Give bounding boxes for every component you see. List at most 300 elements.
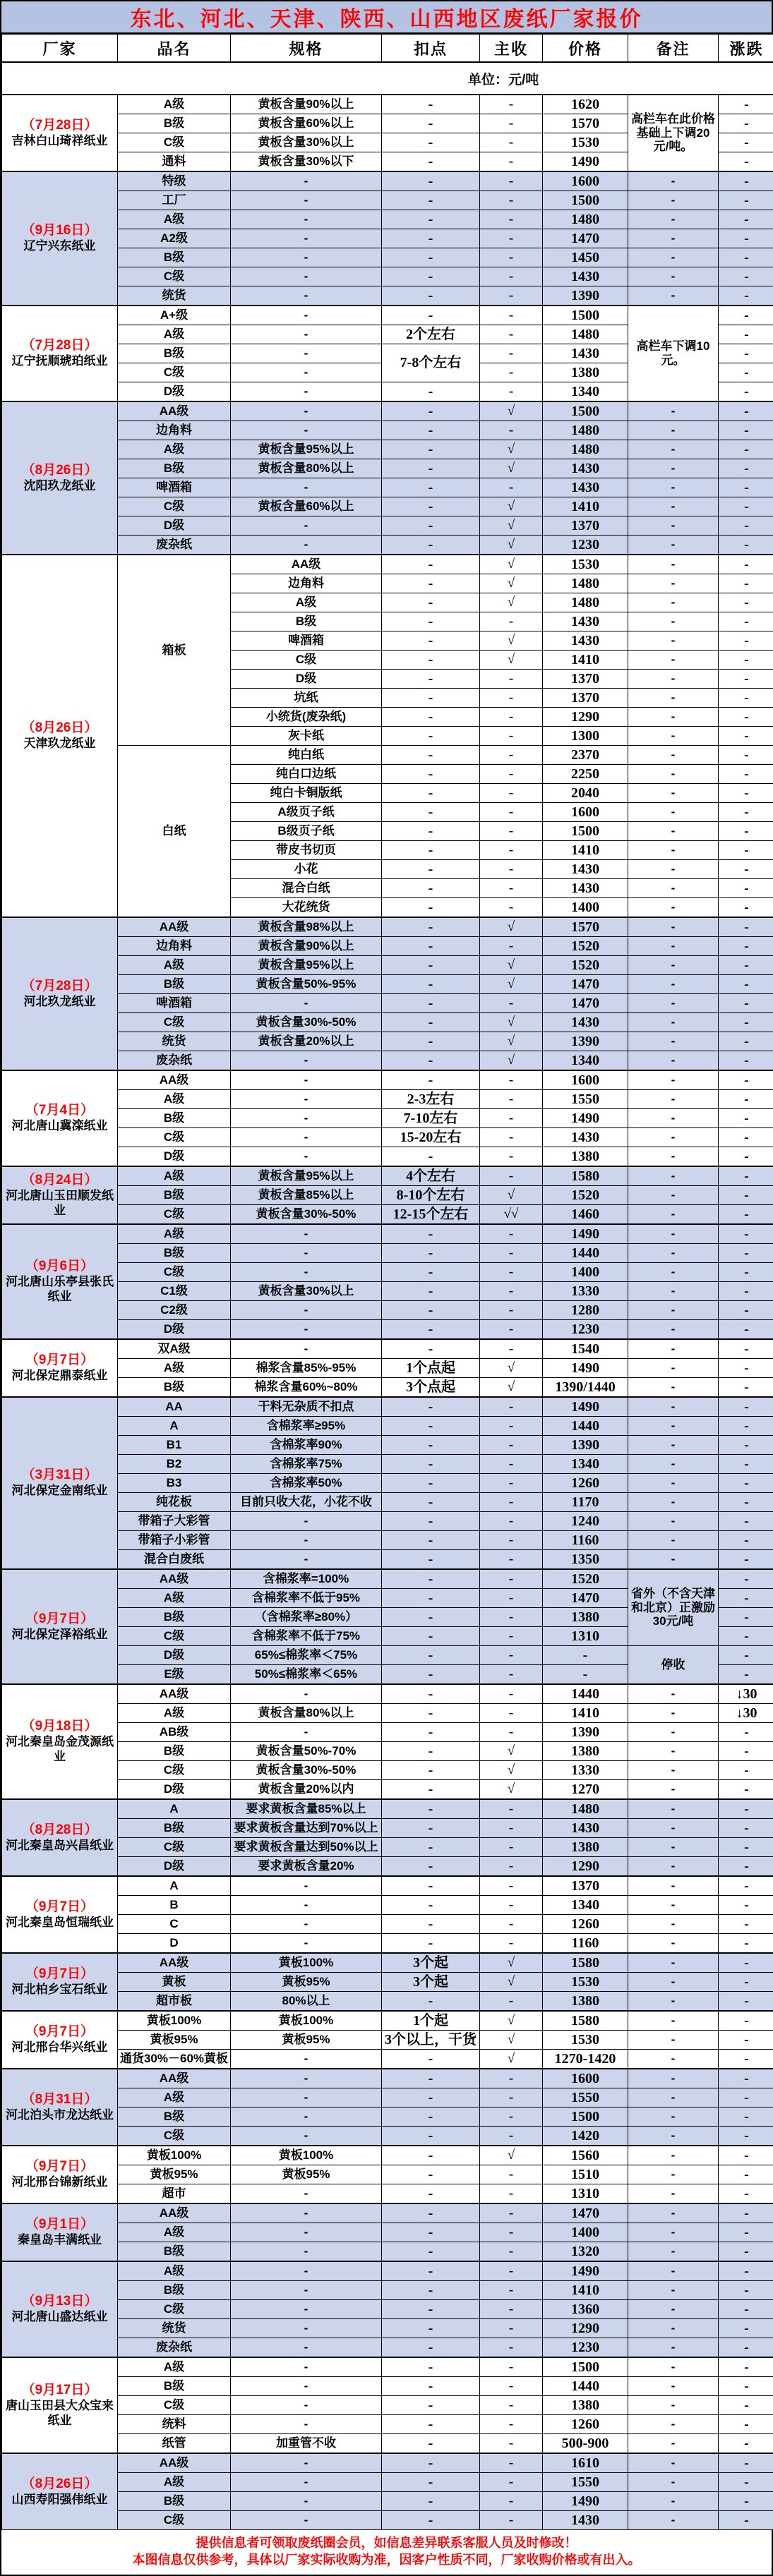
main-collect-cell: - [480,95,543,114]
deduction-cell: - [382,2453,480,2473]
note-cell: - [628,1819,719,1838]
table-row [2,1934,773,1954]
main-collect-cell: - [480,1723,543,1742]
main-collect-cell: - [480,171,543,191]
spec-cell: 灰卡纸 [231,727,382,746]
note-cell: - [628,210,719,229]
main-collect-cell: - [480,2492,543,2511]
note-cell: - [628,1339,719,1359]
price-cell: 1380 [543,1742,628,1761]
price-cell: 1280 [543,1301,628,1320]
main-collect-cell: - [480,727,543,746]
main-collect-cell: - [480,2511,543,2530]
main-collect-cell: - [480,2434,543,2454]
price-cell: 1520 [543,1186,628,1205]
factory-date: （9月7日） [4,1966,116,1982]
deduction-cell: - [382,171,480,191]
deduction-cell: - [382,114,480,133]
deduction-cell: - [382,536,480,555]
main-collect-cell: - [480,1436,543,1455]
note-cell: - [628,1186,719,1205]
table-row [2,191,773,210]
change-cell: - [719,2050,773,2069]
grade-cell: 废杂纸 [118,1051,231,1071]
spec-cell: - [231,1070,382,1090]
spec-cell: 啤酒箱 [231,631,382,651]
price-cell: 1530 [543,133,628,152]
price-cell: 1600 [543,803,628,822]
deduction-cell: - [382,1915,480,1934]
note-cell: 高栏车在此价格基础上下调20元/吨。 [628,95,719,171]
main-collect-cell: √ [480,631,543,651]
deduction-cell: - [382,879,480,898]
factory-date: （8月26日） [4,720,116,736]
change-cell: - [719,612,773,631]
price-cell: 1500 [543,306,628,325]
deduction-cell: - [382,841,480,860]
change-cell: - [719,1436,773,1455]
change-cell: - [719,555,773,574]
main-collect-cell: - [480,822,543,841]
note-cell: - [628,1474,719,1493]
change-cell: - [719,1569,773,1589]
note-cell: - [628,1550,719,1570]
change-cell: - [719,2242,773,2262]
main-collect-cell: √ [480,975,543,994]
note-cell: - [628,2127,719,2146]
price-cell: 1580 [543,2011,628,2031]
price-cell: 1480 [543,574,628,593]
spec-cell: AA级 [231,555,382,574]
change-cell: - [719,1359,773,1378]
note-cell: - [628,1070,719,1090]
change-cell: - [719,478,773,497]
note-cell: - [628,248,719,267]
price-cell: 1380 [543,1147,628,1167]
factory-date: （3月31日） [4,1468,116,1483]
change-cell: - [719,1263,773,1282]
main-collect-cell: - [480,1417,543,1436]
change-cell: - [719,2415,773,2434]
main-collect-cell: - [480,267,543,286]
price-cell: 1430 [543,459,628,478]
price-cell: 1430 [543,1128,628,1147]
table-row [2,2031,773,2050]
change-cell: - [719,1474,773,1493]
price-cell: 1510 [543,2165,628,2184]
spec-cell: 小统货(废杂纸) [231,708,382,727]
change-cell: - [719,516,773,536]
deduction-cell: - [382,2203,480,2223]
change-cell: - [719,2011,773,2031]
spec-cell: - [231,1263,382,1282]
factory-cell [2,1953,118,2011]
spec-cell: - [231,2203,382,2223]
grade-cell: 黄板100% [118,2146,231,2165]
col-header-note: 备注 [628,35,719,63]
change-cell: - [719,822,773,841]
spec-cell: 加重管不收 [231,2434,382,2454]
change-cell: - [719,841,773,860]
deduction-cell: 2-3左右 [382,1090,480,1109]
grade-cell: 通货30%－60%黄板 [118,2050,231,2069]
change-cell: - [719,1320,773,1340]
table-row [2,2473,773,2492]
change-cell: - [719,746,773,765]
spec-cell: 棉浆含量60%~80% [231,1378,382,1398]
price-cell: 1480 [543,210,628,229]
change-cell: - [719,1032,773,1051]
spec-cell: - [231,2088,382,2108]
change-cell: - [719,1665,773,1685]
grade-cell: AA级 [118,1953,231,1973]
main-collect-cell: - [480,898,543,918]
deduction-cell: - [382,727,480,746]
spec-cell: B级页子纸 [231,822,382,841]
price-cell: 1420 [543,2127,628,2146]
main-collect-cell: - [480,1339,543,1359]
deduction-cell: - [382,2165,480,2184]
main-collect-cell: - [480,2108,543,2127]
spec-cell: 棉浆含量85%-95% [231,1359,382,1378]
factory-date: （9月7日） [4,1899,116,1915]
change-cell: - [719,2377,773,2396]
deduction-cell: - [382,267,480,286]
spec-cell: 纯白纸 [231,746,382,765]
change-cell: - [719,1205,773,1225]
grade-cell: A+级 [118,306,231,325]
change-cell: - [719,1780,773,1800]
price-cell: 1500 [543,822,628,841]
grade-cell: C级 [118,363,231,382]
deduction-cell: - [382,1704,480,1723]
spec-cell: D级 [231,670,382,689]
spec-cell: - [231,210,382,229]
note-cell: - [628,746,719,765]
deduction-cell: - [382,497,480,516]
deduction-cell: - [382,860,480,879]
main-collect-cell: - [480,248,543,267]
grade-cell: C级 [118,2396,231,2415]
price-cell: 1460 [543,1205,628,1225]
main-collect-cell: - [480,670,543,689]
deduction-cell: - [382,2415,480,2434]
change-cell: - [719,898,773,918]
note-cell: - [628,1166,719,1186]
deduction-cell: - [382,803,480,822]
note-cell: - [628,1915,719,1934]
change-cell: - [719,879,773,898]
grade-cell: 统货 [118,1032,231,1051]
change-cell: - [719,708,773,727]
note-cell: - [628,1973,719,1992]
note-cell: - [628,536,719,555]
note-cell: - [628,937,719,956]
change-cell: - [719,651,773,670]
spec-cell: - [231,421,382,440]
spec-cell: 黄板含量80%以上 [231,1704,382,1723]
note-cell: - [628,612,719,631]
change-cell: - [719,363,773,382]
change-cell: - [719,1109,773,1128]
main-collect-cell: - [480,2377,543,2396]
spec-cell: 黄板含量30%-50% [231,1013,382,1032]
change-cell: - [719,1051,773,1071]
deduction-cell: - [382,994,480,1013]
grade-cell: 超市板 [118,1992,231,2012]
factory-date: （7月4日） [4,1103,116,1118]
factory-name: 河北保定泽裕纸业 [4,1627,116,1642]
grade-cell: B级 [118,248,231,267]
price-cell: 1410 [543,2281,628,2300]
change-cell: - [719,1128,773,1147]
deduction-cell: 2个左右 [382,325,480,344]
price-cell: 1430 [543,2511,628,2530]
grade-cell: B级 [118,1186,231,1205]
main-collect-cell: - [480,994,543,1013]
spec-cell: - [231,267,382,286]
spec-cell: 黄板100% [231,1953,382,1973]
price-cell: 1380 [543,1992,628,2012]
grade-cell: A级 [118,325,231,344]
price-cell: 1310 [543,1627,628,1646]
main-collect-cell: - [480,1896,543,1915]
deduction-cell: - [382,1070,480,1090]
note-cell: - [628,1934,719,1954]
deduction-cell: - [382,937,480,956]
deduction-cell: - [382,2146,480,2165]
deduction-cell: - [382,1608,480,1627]
table-row [2,2396,773,2415]
grade-cell: C级 [118,2300,231,2319]
table-row [2,1166,773,1186]
spec-cell: 边角料 [231,574,382,593]
deduction-cell: - [382,2492,480,2511]
deduction-cell: - [382,1646,480,1665]
spec-cell: 黄板含量85%以上 [231,1186,382,1205]
deduction-cell: - [382,1263,480,1282]
table-row [2,1704,773,1723]
spec-cell: - [231,1301,382,1320]
factory-cell [2,95,118,171]
spec-cell: - [231,191,382,210]
main-collect-cell: √ [480,555,543,574]
change-cell: - [719,1857,773,1877]
grade-cell: 边角料 [118,937,231,956]
main-collect-cell: - [480,421,543,440]
price-cell: 1430 [543,267,628,286]
table-row [2,2338,773,2358]
table-row [2,1436,773,1455]
grade-cell: 统货 [118,286,231,306]
price-cell: 1540 [543,1339,628,1359]
table-row [2,1320,773,1340]
deduction-cell: - [382,1531,480,1550]
spec-cell: - [231,536,382,555]
deduction-cell: - [382,2377,480,2396]
spec-cell: - [231,2357,382,2377]
note-cell: - [628,2377,719,2396]
table-row [2,1205,773,1225]
note-cell: - [628,670,719,689]
spec-cell: - [231,2281,382,2300]
note-cell: - [628,822,719,841]
table-row [2,536,773,555]
deduction-cell: - [382,286,480,306]
main-collect-cell: - [480,1090,543,1109]
spec-cell: B级 [231,612,382,631]
spec-cell: 含棉浆率50% [231,1474,382,1493]
table-row [2,2050,773,2069]
price-cell: 1400 [543,2223,628,2242]
note-cell: - [628,497,719,516]
spec-cell: 黄板含量95%以上 [231,440,382,459]
main-collect-cell: √ [480,440,543,459]
factory-date: （9月13日） [4,2294,116,2309]
deduction-cell: - [382,1397,480,1417]
table-row [2,1397,773,1417]
table-row [2,1876,773,1896]
grade-cell: AA级 [118,401,231,421]
note-cell: - [628,1320,719,1340]
grade-cell: A级 [118,1090,231,1109]
factory-name: 河北秦皇岛金茂源纸业 [4,1734,116,1765]
change-cell: - [719,937,773,956]
main-collect-cell: √ [480,1186,543,1205]
note-cell: - [628,631,719,651]
note-cell: - [628,440,719,459]
price-cell: 1290 [543,708,628,727]
table-row [2,2223,773,2242]
change-cell: - [719,133,773,152]
change-cell: - [719,2069,773,2088]
change-cell: - [719,2338,773,2358]
price-cell: 1260 [543,1915,628,1934]
main-collect-cell: - [480,2319,543,2338]
main-collect-cell: √ [480,956,543,975]
deduction-cell: - [382,1474,480,1493]
factory-name: 河北唐山玉田顺发纸业 [4,1188,116,1219]
grade-cell: C级 [118,267,231,286]
deduction-cell: 4个左右 [382,1166,480,1186]
main-collect-cell: - [480,803,543,822]
note-cell: - [628,1032,719,1051]
col-header-product: 品名 [118,35,231,63]
price-cell: 1370 [543,1876,628,1896]
price-cell: 1580 [543,1166,628,1186]
note-cell: - [628,516,719,536]
deduction-cell: - [382,2261,480,2281]
grade-cell: B2 [118,1455,231,1474]
price-cell: 1370 [543,670,628,689]
deduction-cell: 3个起 [382,1973,480,1992]
table-row [2,1780,773,1800]
change-cell: - [719,574,773,593]
main-collect-cell: √ [480,2050,543,2069]
spec-cell: 65%≤棉浆率＜75% [231,1646,382,1665]
main-collect-cell: - [480,879,543,898]
change-cell: - [719,593,773,612]
deduction-cell: 1个点起 [382,1359,480,1378]
price-cell: 1580 [543,1953,628,1973]
main-collect-cell: - [480,1397,543,1417]
table-row [2,1301,773,1320]
price-cell: 1430 [543,860,628,879]
note-cell: - [628,1244,719,1263]
change-cell: - [719,344,773,363]
note-cell: - [628,1205,719,1225]
spec-cell: - [231,2069,382,2088]
grade-cell: B级 [118,114,231,133]
grade-cell: D [118,1934,231,1954]
spec-cell: - [231,1090,382,1109]
grade-cell: A级 [118,210,231,229]
change-cell: - [719,114,773,133]
factory-date: （8月26日） [4,463,116,478]
table-row [2,2492,773,2511]
deduction-cell: - [382,1569,480,1589]
price-cell: 1490 [543,2261,628,2281]
price-cell: 1430 [543,344,628,363]
table-row [2,1493,773,1512]
grade-cell: 带箱子大彩管 [118,1512,231,1531]
factory-cell [2,1166,118,1224]
main-collect-cell: - [480,784,543,803]
change-cell: - [719,1819,773,1838]
grade-cell: A2级 [118,229,231,248]
factory-cell [2,1876,118,1953]
grade-cell: D级 [118,1147,231,1167]
deduction-cell: - [382,382,480,402]
note-cell: - [628,1397,719,1417]
deduction-cell: - [382,1244,480,1263]
main-collect-cell: - [480,2300,543,2319]
deduction-cell: - [382,765,480,784]
note-cell: - [628,2069,719,2088]
price-cell: 1410 [543,1704,628,1723]
grade-cell: D级 [118,1646,231,1665]
change-cell: - [719,2108,773,2127]
change-cell: - [719,1397,773,1417]
change-cell: - [719,2127,773,2146]
main-collect-cell: - [480,2127,543,2146]
deduction-cell: - [382,133,480,152]
change-cell: - [719,631,773,651]
price-cell: 2040 [543,784,628,803]
change-cell: - [719,152,773,172]
price-cell: 1500 [543,2357,628,2377]
deduction-cell: - [382,1684,480,1704]
table-row [2,286,773,306]
grade-cell: D级 [118,1780,231,1800]
change-cell: - [719,2223,773,2242]
header-row [2,35,773,63]
deduction-cell: - [382,1857,480,1877]
price-cell: 1340 [543,1455,628,1474]
price-cell: 1550 [543,2088,628,2108]
factory-cell [2,917,118,1070]
main-collect-cell: - [480,325,543,344]
table-row [2,229,773,248]
main-collect-cell: - [480,1147,543,1167]
note-cell: 高栏车下调10元。 [628,306,719,401]
main-collect-cell: - [480,2261,543,2281]
grade-cell: B级 [118,2492,231,2511]
note-cell: - [628,2261,719,2281]
table-row [2,1896,773,1915]
grade-cell: A级 [118,1166,231,1186]
note-cell: - [628,1992,719,2012]
